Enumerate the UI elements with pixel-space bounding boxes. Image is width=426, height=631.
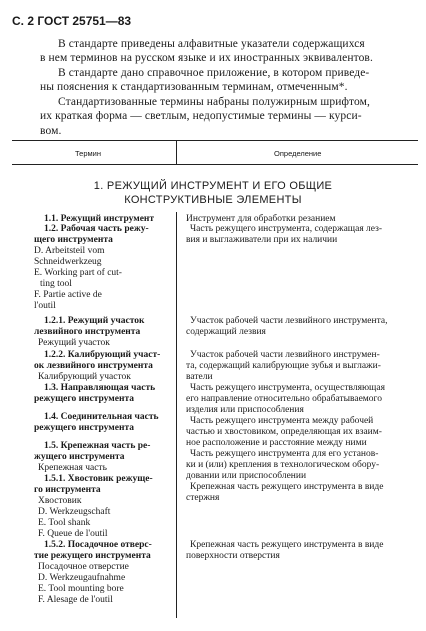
term-line: Schneidwerkzeug xyxy=(34,257,102,267)
definition-line: содержащий лезвия xyxy=(186,327,266,337)
term-line: го инструмента xyxy=(34,485,101,495)
term-line: 1.3. Направляющая часть xyxy=(44,383,156,393)
term-line: Калибрующий участок xyxy=(38,372,131,382)
definition-line: Инструмент для обработки резанием xyxy=(186,214,336,224)
term-line: E. Tool mounting bore xyxy=(38,584,124,594)
term-line: Посадочное отверстие xyxy=(38,562,129,572)
term-line: F. Alesage de l'outil xyxy=(38,595,113,605)
term-line: Режущий участок xyxy=(38,338,110,348)
definition-line: Участок рабочей части лезвийного инструмента, xyxy=(190,316,388,326)
column-header-definition: Определение xyxy=(274,149,322,158)
term-line: 1.2.1. Режущий участок xyxy=(44,316,145,326)
definition-line: изделия или приспособления xyxy=(186,405,304,415)
section-title: 1. РЕЖУЩИЙ ИНСТРУМЕНТ И ЕГО ОБЩИЕ xyxy=(93,180,333,192)
term-line: 1.1. Режущий инструмент xyxy=(44,214,155,224)
term-line: 1.2.2. Калибрующий участ- xyxy=(44,350,161,360)
term-line: 1.5.1. Хвостовик режуще- xyxy=(44,474,153,484)
intro-line: ны пояснения к стандартизованным терминам, отмеченным*. xyxy=(40,81,348,93)
term-line: Крепежная часть xyxy=(38,463,107,473)
term-line: 1.5. Крепежная часть ре- xyxy=(44,441,151,451)
term-line: щего инструмента xyxy=(34,235,113,245)
term-line: жущего инструмента xyxy=(34,452,125,462)
term-line: Хвостовик xyxy=(38,496,82,506)
term-line: 1.5.2. Посадочное отверс- xyxy=(44,540,152,550)
term-line: E. Working part of cut- xyxy=(34,268,122,278)
definition-line: Часть режущего инструмента, содержащая лез- xyxy=(190,224,383,234)
term-line: тие режущего инструмента xyxy=(34,551,151,561)
term-line: ting tool xyxy=(40,279,72,289)
intro-line: Стандартизованные термины набраны полужирным шрифтом, xyxy=(58,96,370,108)
section-title: КОНСТРУКТИВНЫЕ ЭЛЕМЕНТЫ xyxy=(124,194,302,206)
definition-line: Крепежная часть режущего инструмента в виде xyxy=(190,540,384,550)
term-line: лезвийного инструмента xyxy=(34,327,141,337)
term-line: ок лезвийного инструмента xyxy=(34,361,153,371)
term-line: E. Tool shank xyxy=(38,518,91,528)
definition-line: ватели xyxy=(186,372,213,382)
column-header-term: Термин xyxy=(75,149,101,158)
term-line: F. Partie active de xyxy=(34,290,102,300)
page-header: С. 2 ГОСТ 25751—83 xyxy=(12,14,132,28)
term-line: l'outil xyxy=(34,301,56,311)
table-top-rule xyxy=(12,140,418,141)
definition-line: Часть режущего инструмента, осуществляющая xyxy=(190,383,385,393)
intro-line: В стандарте дано справочное приложение, в котором приведе- xyxy=(58,67,370,79)
term-line: D. Arbeitsteil vom xyxy=(34,246,105,256)
definition-line: поверхности отверстия xyxy=(186,551,280,561)
term-line: 1.2. Рабочая часть режу- xyxy=(44,224,149,234)
definition-line: ное расположение и расстояние между ними xyxy=(186,438,367,448)
definition-line: Крепежная часть режущего инструмента в виде xyxy=(190,482,384,492)
definition-line: довании или приспособлении xyxy=(186,471,307,481)
term-line: 1.4. Соединительная часть xyxy=(44,412,159,422)
column-divider xyxy=(176,212,177,618)
definition-line: стержня xyxy=(186,493,220,503)
term-line: F. Queue de l'outil xyxy=(38,529,108,539)
definition-line: ки и (или) крепления в технологическом обору- xyxy=(186,460,380,470)
table-header-rule xyxy=(12,164,418,165)
intro-line: в нем терминов на русском языке и их иностранных эквивалентов. xyxy=(40,52,373,64)
definition-line: Часть режущего инструмента между рабочей xyxy=(190,416,374,426)
definition-line: частью и хвостовиком, определяющая их взаим- xyxy=(186,427,382,437)
intro-line: вом. xyxy=(40,125,62,137)
definition-line: его направление относительно обрабатываемого xyxy=(186,394,382,404)
term-line: D. Werkzeugaufnahme xyxy=(38,573,126,583)
definition-line: Часть режущего инструмента для его установ- xyxy=(190,449,379,459)
definition-line: та, содержащий калибрующие зубья и выглажи- xyxy=(186,361,381,371)
intro-line: их краткая форма — светлым, недопустимые термины — курси- xyxy=(40,110,362,122)
intro-line: В стандарте приведены алфавитные указатели содержащихся xyxy=(58,38,365,50)
definition-line: Участок рабочей части лезвийного инструмен- xyxy=(190,350,380,360)
term-line: режущего инструмента xyxy=(34,394,135,404)
table-header-divider xyxy=(176,140,177,165)
term-line: D. Werkzeugschaft xyxy=(38,507,111,517)
definition-line: вия и выглаживатели при их наличии xyxy=(186,235,338,245)
term-line: режущего инструмента xyxy=(34,423,135,433)
